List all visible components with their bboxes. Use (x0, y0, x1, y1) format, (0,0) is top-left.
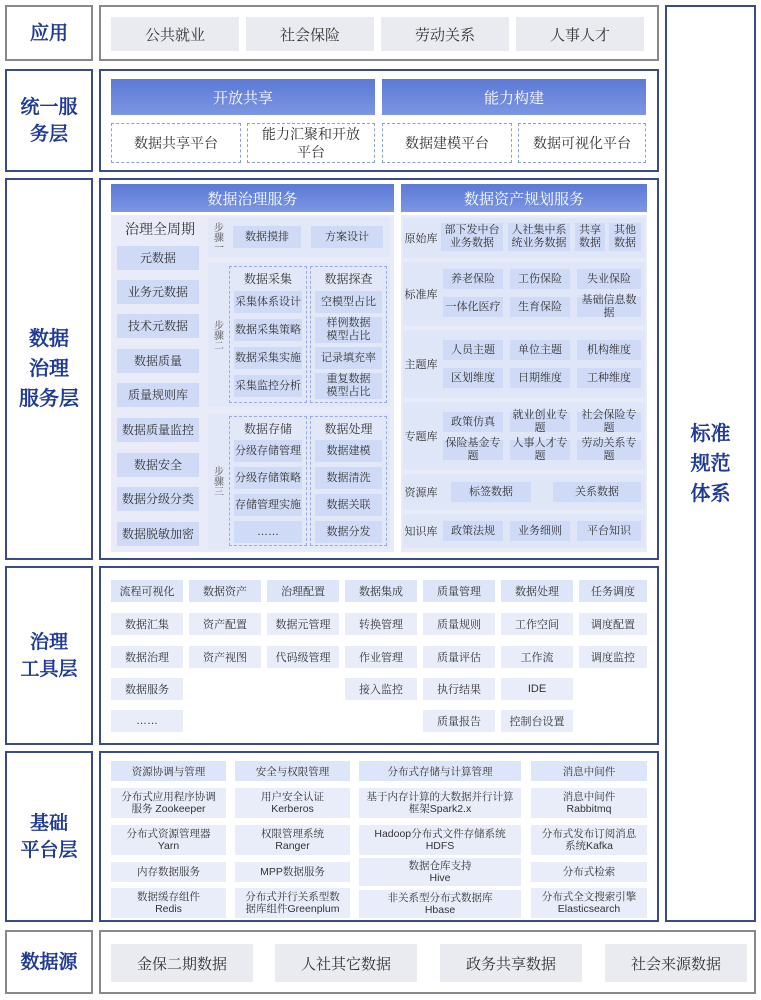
asset-item: 人员主题 (443, 340, 503, 360)
tool-item: 数据汇集 (111, 613, 183, 635)
governance-label: 数据 治理 服务层 (19, 328, 79, 410)
group-title: 数据采集 (243, 271, 292, 286)
governance-layer (99, 178, 659, 560)
asset-panel (401, 215, 647, 552)
group-title: 数据存储 (243, 421, 292, 436)
tool-item: 调度配置 (579, 613, 647, 635)
sources-layer (99, 930, 756, 994)
tool-item: 质量规则 (423, 613, 495, 635)
platform-item: 用户安全认证 Kerberos (235, 788, 350, 818)
app-item: 社会保险 (246, 17, 374, 51)
asset-item: 业务细则 (510, 521, 570, 541)
asset-row (403, 474, 645, 510)
step-item: 方案设计 (311, 226, 383, 248)
asset-item: 失业保险 (577, 269, 641, 289)
step-two-block (208, 263, 390, 407)
app-item: 人事人才 (516, 17, 644, 51)
platform-item: MPP数据服务 (235, 862, 350, 882)
collection-group (229, 266, 307, 403)
platform-item: 分布式应用程序协调 服务 Zookeeper (111, 788, 226, 818)
platform-col-header: 消息中间件 (531, 761, 647, 781)
asset-row (403, 330, 645, 398)
sources-label: 数据源 (20, 951, 78, 973)
lifecycle-item: 技术元数据 (117, 314, 199, 338)
tool-header: 流程可视化 (111, 580, 183, 602)
asset-item: 共享 数据 (575, 223, 605, 251)
governance-service-header: 数据治理服务 (111, 184, 394, 212)
step-item: 采集体系设计 (234, 291, 302, 313)
platform-item: Hadoop分布式文件存储系统 HDFS (359, 825, 521, 855)
unified-service-layer (99, 69, 659, 172)
asset-row-label: 标准库 (404, 289, 438, 301)
asset-item: 劳动关系专题 (577, 440, 641, 460)
tool-header: 数据集成 (345, 580, 417, 602)
lifecycle-title: 治理全周期 (125, 221, 195, 237)
platform-col-header: 资源协调与管理 (111, 761, 226, 781)
unified-service-label-box (5, 69, 93, 172)
tool-item: 资产视图 (189, 646, 261, 668)
lifecycle-item: 数据安全 (117, 453, 199, 477)
step-item: 采集监控分析 (234, 375, 302, 397)
asset-row-label: 资源库 (404, 487, 438, 499)
step-item: 空模型占比 (315, 291, 382, 313)
asset-item: 日期维度 (510, 368, 570, 388)
step-item: 数据建模 (315, 440, 382, 462)
tool-header: 数据资产 (189, 580, 261, 602)
group-title: 数据探查 (324, 271, 373, 286)
step-item: 数据采集实施 (234, 347, 302, 369)
step-item: 分级存储管理 (234, 440, 302, 462)
lifecycle-item: 数据质量 (117, 349, 199, 373)
tool-item: 接入监控 (345, 678, 417, 700)
platform-item: 数据仓库支持 Hive (359, 858, 521, 886)
asset-item: 一体化医疗 (443, 297, 503, 317)
platform-item: 分布式资源管理器 Yarn (111, 825, 226, 855)
asset-item: 平台知识 (577, 521, 641, 541)
tool-item: 质量报告 (423, 710, 495, 732)
step-item: 存储管理实施 (234, 494, 302, 516)
app-item: 劳动关系 (381, 17, 509, 51)
tool-item: 控制台设置 (501, 710, 573, 732)
tools-label: 治理 工具层 (20, 631, 78, 680)
tool-item: 执行结果 (423, 678, 495, 700)
tool-header: 质量管理 (423, 580, 495, 602)
group-header: 开放共享 (111, 79, 375, 115)
step-one-label: 步骤一 (211, 222, 223, 252)
asset-item: 社会保险专题 (577, 412, 641, 432)
lifecycle-item: 数据质量监控 (117, 418, 199, 442)
tool-item: 代码级管理 (267, 646, 339, 668)
application-layer (99, 5, 659, 61)
step-item: …… (234, 521, 302, 543)
tool-item: 资产配置 (189, 613, 261, 635)
asset-row (403, 514, 645, 548)
step-item: 数据分发 (315, 521, 382, 543)
source-item: 社会来源数据 (605, 944, 747, 982)
asset-item: 区划维度 (443, 368, 503, 388)
lifecycle-item: 元数据 (117, 246, 199, 270)
lifecycle-item: 数据分级分类 (117, 487, 199, 511)
tool-item: IDE (501, 678, 573, 700)
source-item: 人社其它数据 (275, 944, 417, 982)
service-item: 数据建模平台 (382, 123, 512, 163)
step-item: 数据摸排 (233, 226, 301, 248)
asset-item: 人社集中系 统业务数据 (508, 223, 570, 251)
asset-item: 人事人才专题 (510, 440, 570, 460)
asset-item: 养老保险 (443, 269, 503, 289)
step-two-label: 步骤二 (211, 320, 223, 350)
asset-row-label: 原始库 (404, 233, 438, 245)
platform-item: 数据缓存组件 Redis (111, 888, 226, 918)
service-item: 能力汇聚和开放 平台 (247, 123, 375, 163)
asset-item: 政策仿真 (443, 412, 503, 432)
tool-item: 转换管理 (345, 613, 417, 635)
asset-item: 标签数据 (451, 482, 531, 502)
governance-panel (111, 215, 394, 552)
platform-item: 消息中间件 Rabbitmq (531, 788, 647, 818)
tool-item: 质量评估 (423, 646, 495, 668)
group-title: 数据处理 (324, 421, 373, 436)
step-item: 样例数据 模型占比 (315, 317, 382, 343)
standards-column (665, 5, 756, 922)
platform-item: 分布式发布订阅消息 系统Kafka (531, 825, 647, 855)
platform-label-box (5, 751, 93, 922)
platform-item: 权限管理系统 Ranger (235, 825, 350, 855)
platform-item: 非关系型分布式数据库 Hbase (359, 890, 521, 918)
platform-label: 基础 平台层 (20, 812, 78, 861)
asset-row-label: 知识库 (404, 526, 438, 538)
step-item: 重复数据 模型占比 (315, 373, 382, 399)
source-item: 政务共享数据 (440, 944, 582, 982)
asset-row (403, 402, 645, 470)
step-item: 记录填充率 (315, 347, 382, 369)
asset-planning-header: 数据资产规划服务 (401, 184, 647, 212)
exploration-group (310, 266, 387, 403)
unified-service-label: 统一服 务层 (20, 96, 78, 145)
tool-item: 调度监控 (579, 646, 647, 668)
platform-item: 分布式全文搜索引擎 Elasticsearch (531, 888, 647, 918)
asset-item: 就业创业专题 (510, 412, 570, 432)
asset-row-label: 专题库 (404, 431, 438, 443)
lifecycle-item: 业务元数据 (117, 280, 199, 304)
step-item: 分级存储策略 (234, 467, 302, 489)
service-item: 数据共享平台 (111, 123, 241, 163)
step-item: 数据采集策略 (234, 319, 302, 341)
asset-row (403, 262, 645, 326)
step-three-block (208, 413, 390, 549)
platform-item: 分布式检索 (531, 862, 647, 882)
asset-row-label: 主题库 (404, 359, 438, 371)
tool-item: 数据治理 (111, 646, 183, 668)
lifecycle-item: 数据脱敏加密 (117, 522, 199, 546)
step-item: 数据关联 (315, 494, 382, 516)
standards-label: 标准 规范 体系 (690, 422, 731, 505)
tool-header: 治理配置 (267, 580, 339, 602)
tools-layer (99, 566, 659, 745)
platform-item: 内存数据服务 (111, 862, 226, 882)
asset-item: 工伤保险 (510, 269, 570, 289)
asset-item: 其他 数据 (609, 223, 641, 251)
application-layer-label-box (5, 5, 93, 61)
tool-item: …… (111, 710, 183, 732)
lifecycle-item: 质量规则库 (117, 383, 199, 407)
tool-header: 任务调度 (579, 580, 647, 602)
asset-item: 部下发中台 业务数据 (441, 223, 503, 251)
asset-item: 政策法规 (443, 521, 503, 541)
tool-item: 数据服务 (111, 678, 183, 700)
step-three-label: 步骤三 (211, 466, 223, 496)
asset-item: 生育保险 (510, 297, 570, 317)
platform-item: 基于内存计算的大数据并行计算 框架Spark2.x (359, 788, 521, 818)
tool-item: 工作空间 (501, 613, 573, 635)
asset-item: 关系数据 (553, 482, 641, 502)
tool-item: 数据元管理 (267, 613, 339, 635)
platform-col-header: 安全与权限管理 (235, 761, 350, 781)
step-item: 数据清洗 (315, 467, 382, 489)
asset-item: 单位主题 (510, 340, 570, 360)
asset-item: 机构维度 (577, 340, 641, 360)
source-item: 金保二期数据 (111, 944, 253, 982)
governance-label-box (5, 178, 93, 560)
asset-row (403, 218, 645, 258)
tool-item: 作业管理 (345, 646, 417, 668)
app-item: 公共就业 (111, 17, 239, 51)
asset-item: 基础信息数据 (577, 297, 641, 317)
platform-item: 分布式并行关系型数 据库组件Greenplum (235, 888, 350, 918)
asset-item: 保险基金专题 (443, 440, 503, 460)
sources-label-box (5, 930, 93, 994)
service-item: 数据可视化平台 (518, 123, 646, 163)
processing-group (310, 416, 387, 546)
platform-layer (99, 751, 659, 922)
tool-item: 工作流 (501, 646, 573, 668)
tool-header: 数据处理 (501, 580, 573, 602)
asset-item: 工种维度 (577, 368, 641, 388)
group-header: 能力构建 (382, 79, 646, 115)
platform-col-header: 分布式存储与计算管理 (359, 761, 521, 781)
storage-group (229, 416, 307, 546)
step-one-block (208, 217, 390, 257)
application-layer-label: 应用 (29, 22, 68, 44)
tools-label-box (5, 566, 93, 745)
